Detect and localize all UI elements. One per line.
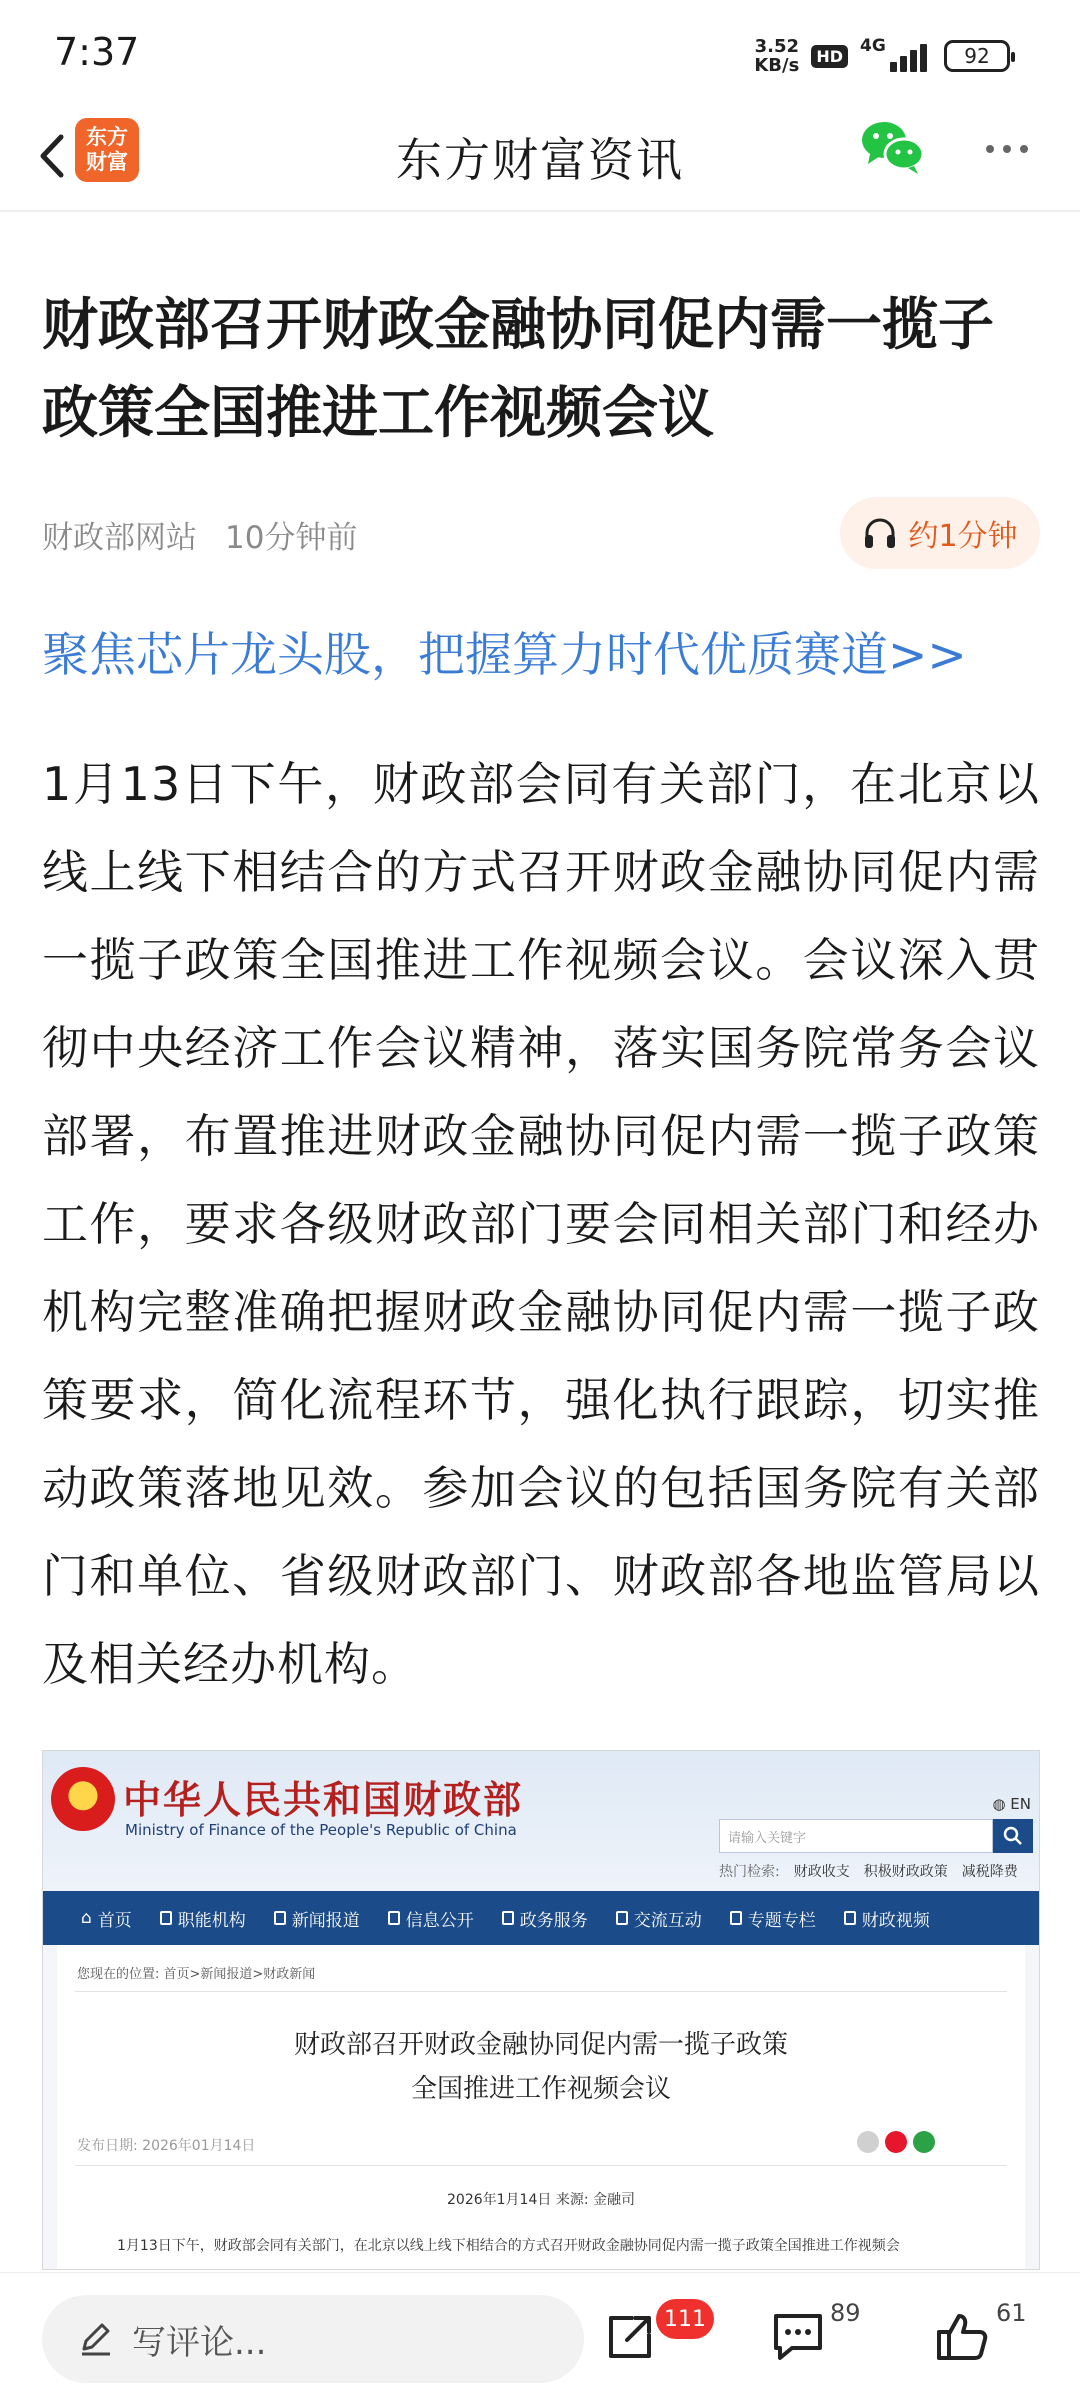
- mof-article-text: 1月13日下午，财政部会同有关部门，在北京以线上线下相结合的方式召开财政金融协同促内需一揽子政策全国推进工作视频会: [117, 2238, 900, 2254]
- mof-nav-item: [488, 1906, 602, 1931]
- article-image[interactable]: [42, 1750, 1040, 2270]
- article-meta: [42, 512, 357, 557]
- listen-duration: 约1分钟: [908, 519, 1018, 554]
- bottom-action-bar: [0, 2272, 1080, 2400]
- mof-nav-item: [146, 1906, 260, 1931]
- battery-level: 92: [964, 44, 990, 68]
- home-icon: ⌂: [81, 1908, 92, 1928]
- language-toggle-label: EN: [1010, 1795, 1031, 1813]
- mof-nav-label: 职能机构: [177, 1910, 246, 1931]
- app-logo[interactable]: [75, 118, 139, 182]
- thumbs-up-icon: [934, 2310, 990, 2364]
- search-icon: [993, 1819, 1033, 1853]
- globe-icon: ◍: [992, 1795, 1011, 1813]
- divider: [75, 2165, 1007, 2166]
- top-nav-bar: [0, 104, 1080, 212]
- mof-article-title: [57, 2023, 1025, 2111]
- mof-nav-label: 财政视频: [861, 1910, 930, 1931]
- mof-nav-label: 交流互动: [633, 1910, 702, 1931]
- comments-button[interactable]: [758, 2297, 838, 2377]
- mof-content-area: [43, 1945, 1039, 2270]
- mof-title-line-1: 财政部召开财政金融协同促内需一揽子政策: [293, 2030, 788, 2060]
- mof-nav: [43, 1891, 1039, 1945]
- more-icon[interactable]: [975, 124, 1039, 174]
- mof-nav-item: [260, 1906, 374, 1931]
- divider: [75, 1991, 1007, 1992]
- article-headline: 财政部召开财政金融协同促内需一揽子政策全国推进工作视频会议: [42, 293, 994, 446]
- like-count: 61: [996, 2299, 1027, 2327]
- doc-icon: [160, 1911, 172, 1925]
- status-time: 7:37: [54, 30, 140, 74]
- share-icon: [857, 2131, 879, 2153]
- article-source[interactable]: 财政部网站: [42, 520, 197, 556]
- pencil-icon: [78, 2321, 114, 2357]
- battery-icon: [944, 40, 1010, 72]
- mof-nav-item: [716, 1906, 830, 1931]
- doc-icon: [502, 1911, 514, 1925]
- promo-link[interactable]: 聚焦芯片龙头股，把握算力时代优质赛道>>: [42, 628, 967, 683]
- weibo-icon: [885, 2131, 907, 2153]
- page-title: 东方财富资讯: [396, 133, 684, 187]
- hot-search-item: 减税降费: [961, 1864, 1018, 1880]
- article-time: 10分钟前: [225, 520, 358, 556]
- article-body: 1月13日下午，财政部会同有关部门，在北京以线上线下相结合的方式召开财政金融协同促内需一揽子政策全国推进工作视频会议。会议深入贯彻中央经济工作会议精神，落实国务院常务会议部署，布置推进财政金融协同促内需一揽子政策工作，要求各级财政部门要会同相关部门和经办机构完整准确把握财政金融协同促内需一揽子政策要求，简化流程环节，强化执行跟踪，切实推动政策落地见效。参加会议的包括国务院有关部门和单位、省级财政部门、财政部各地监管局以及相关经办机构。: [42, 757, 1040, 1691]
- publish-date: 发布日期: 2026年01月14日: [77, 2138, 256, 2154]
- network-speed-unit: KB/s: [754, 55, 800, 76]
- share-count-badge: 111: [656, 2299, 714, 2339]
- network-speed: [754, 37, 799, 75]
- status-bar: [0, 0, 1080, 104]
- share-icon: [603, 2310, 657, 2364]
- mof-nav-label: 首页: [97, 1910, 132, 1931]
- logo-line-1: 东方: [86, 125, 128, 149]
- mof-nav-item: [830, 1906, 944, 1931]
- mof-nav-home: [67, 1906, 146, 1931]
- mof-nav-label: 信息公开: [405, 1910, 474, 1931]
- language-toggle: [992, 1795, 1031, 1813]
- mof-site-title: 中华人民共和国财政部: [123, 1778, 524, 1822]
- breadcrumb: 您现在的位置: 首页>新闻报道>财政新闻: [77, 1967, 316, 1982]
- comment-placeholder: 写评论...: [132, 2322, 267, 2363]
- hot-searches: [719, 1861, 1018, 1881]
- doc-icon: [388, 1911, 400, 1925]
- wechat-icon: [913, 2131, 935, 2153]
- mof-article: [57, 1945, 1025, 2270]
- mof-nav-label: 专题专栏: [747, 1910, 816, 1931]
- source-line: 2026年1月14日 来源: 金融司: [447, 2192, 635, 2208]
- mof-nav-label: 新闻报道: [291, 1910, 360, 1931]
- back-arrow-icon[interactable]: [22, 126, 82, 186]
- mof-site-subtitle: Ministry of Finance of the People's Republic of China: [125, 1821, 517, 1839]
- mof-search-input: 请输入关键字: [719, 1819, 993, 1853]
- network-type: 4G: [860, 36, 886, 56]
- doc-icon: [730, 1911, 742, 1925]
- like-button[interactable]: [922, 2297, 1002, 2377]
- mof-nav-item: [602, 1906, 716, 1931]
- comment-input[interactable]: [42, 2295, 584, 2383]
- doc-icon: [844, 1911, 856, 1925]
- wechat-icon[interactable]: [858, 116, 928, 176]
- mof-header: [43, 1751, 1039, 1891]
- mof-share-icons: [857, 2131, 935, 2153]
- logo-line-2: 财富: [86, 150, 128, 174]
- national-emblem-icon: [51, 1767, 115, 1831]
- status-icons: [754, 34, 1010, 78]
- hot-search-item: 积极财政政策: [863, 1864, 948, 1880]
- listen-button[interactable]: [840, 497, 1040, 569]
- comment-count: 89: [830, 2299, 861, 2327]
- doc-icon: [616, 1911, 628, 1925]
- comment-icon: [770, 2310, 826, 2364]
- network-speed-value: 3.52: [754, 36, 800, 57]
- signal-icon: [860, 36, 932, 76]
- hot-search-item: 财政收支: [793, 1864, 850, 1880]
- hd-icon: HD: [811, 45, 848, 68]
- headphones-icon: [862, 516, 898, 550]
- hot-search-label: 热门检索:: [719, 1864, 780, 1880]
- mof-title-line-2: 全国推进工作视频会议: [410, 2074, 671, 2104]
- mof-nav-label: 政务服务: [519, 1910, 588, 1931]
- doc-icon: [274, 1911, 286, 1925]
- mof-nav-item: [374, 1906, 488, 1931]
